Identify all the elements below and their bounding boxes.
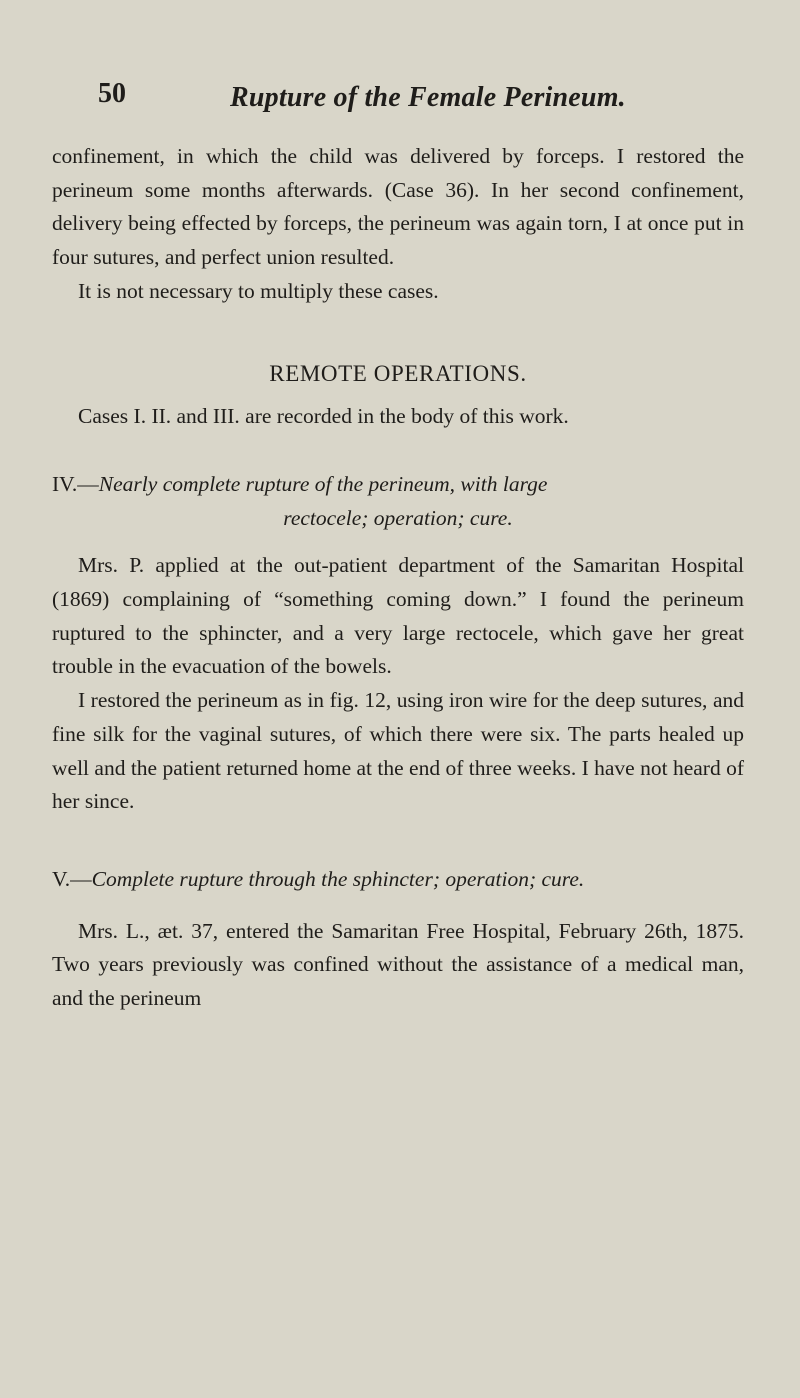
- section-intro-paragraph: Cases I. II. and III. are recorded in the body of this work.: [78, 404, 569, 429]
- section-heading: REMOTE OPERATIONS.: [269, 360, 527, 386]
- page-header: [98, 78, 738, 118]
- body-text: [52, 140, 744, 1016]
- case-iv-number: IV.—: [52, 471, 99, 496]
- case-iv-title: [52, 468, 744, 535]
- continued-paragraph: confinement, in which the child was delivered by forceps. I restored the perineum some months afterwards. (Case 36). In her second confinement, delivery being effected by forceps, the perineum was again torn, I at once put in four sutures, and perfect union resulted.: [52, 144, 744, 270]
- case-iv-title-line1: Nearly complete rupture of the perineum, with large: [98, 471, 548, 496]
- case-v-title: [52, 863, 744, 897]
- summary-paragraph: It is not necessary to multiply these cases.: [78, 278, 439, 303]
- running-title: Rupture of the Female Perineum.: [230, 82, 626, 113]
- case-v-number: V.—: [52, 866, 92, 891]
- page-number: 50: [98, 78, 126, 109]
- case-iv-paragraph-1: Mrs. P. applied at the out-patient department of the Samaritan Hospital (1869) complaining of “something coming down.” I found the perineum ruptured to the sphincter, and a very large rectocele, which gave her great trouble in the evacuation of the bowels.: [52, 553, 744, 679]
- case-iv-title-line2: rectocele; operation; cure.: [283, 505, 513, 530]
- case-iv-paragraph-2: I restored the perineum as in fig. 12, using iron wire for the deep sutures, and fine silk for the vaginal sutures, of which there were six. The parts healed up well and the patient returned home at the end of three weeks. I have not heard of her since.: [52, 688, 744, 814]
- case-v-title-text: Complete rupture through the sphincter; operation; cure.: [91, 866, 585, 891]
- case-v-paragraph-1: Mrs. L., æt. 37, entered the Samaritan Free Hospital, February 26th, 1875. Two years previously was confined without the assistance of a medical man, and the perineum: [52, 918, 744, 1011]
